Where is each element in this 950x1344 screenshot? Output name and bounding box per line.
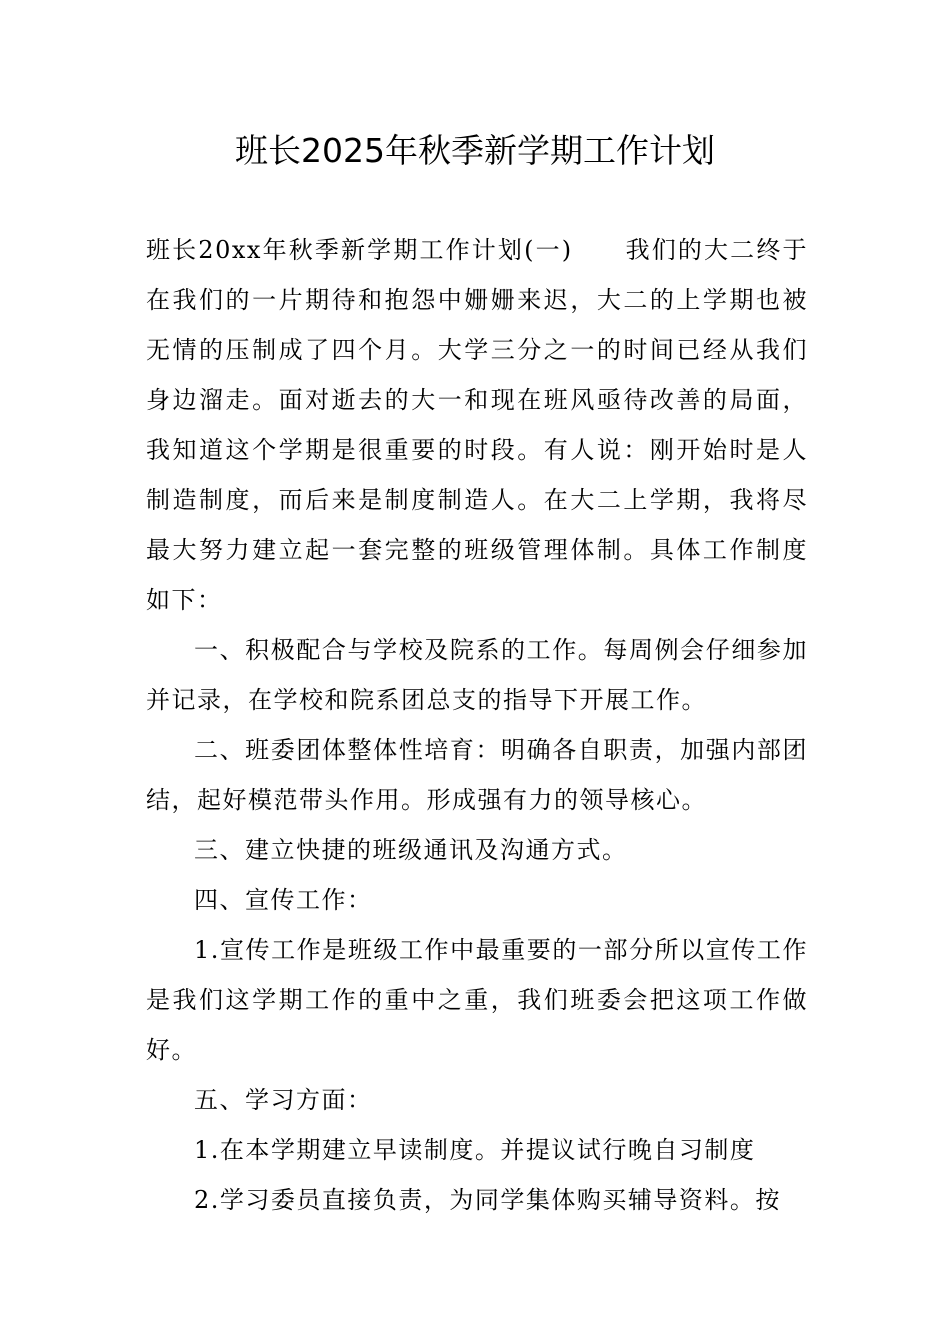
paragraph-item-5-1: 1.在本学期建立早读制度。并提议试行晚自习制度 xyxy=(194,1136,756,1164)
document-title: 班长2025年秋季新学期工作计划 xyxy=(235,131,715,170)
paragraph-item-3: 三、建立快捷的班级通讯及沟通方式。 xyxy=(194,836,628,864)
document-body xyxy=(146,225,808,1225)
paragraph-item-5-2: 2.学习委员直接负责，为同学集体购买辅导资料。按 xyxy=(194,1186,781,1214)
paragraph-item-1: 一、积极配合与学校及院系的工作。每周例会仔细参加并记录，在学校和院系团总支的指导下开展工作。 xyxy=(146,636,808,714)
paragraph-item-2: 二、班委团体整体性培育：明确各自职责，加强内部团结，起好模范带头作用。形成强有力的领导核心。 xyxy=(146,736,808,814)
paragraph-intro: 班长20xx年秋季新学期工作计划(一) 我们的大二终于在我们的一片期待和抱怨中姗姗来迟，大二的上学期也被无情的压制成了四个月。大学三分之一的时间已经从我们身边溜走。面对逝去的大一和现在班风亟待改善的局面，我知道这个学期是很重要的时段。有人说：刚开始时是人制造制度，而后来是制度制造人。在大二上学期，我将尽最大努力建立起一套完整的班级管理体制。具体工作制度如下： xyxy=(146,236,808,614)
paragraph-item-4-1: 1.宣传工作是班级工作中最重要的一部分所以宣传工作是我们这学期工作的重中之重，我们班委会把这项工作做好。 xyxy=(146,936,808,1064)
paragraph-item-5-heading: 五、学习方面： xyxy=(194,1086,373,1114)
paragraph-item-4-heading: 四、宣传工作： xyxy=(194,886,373,914)
